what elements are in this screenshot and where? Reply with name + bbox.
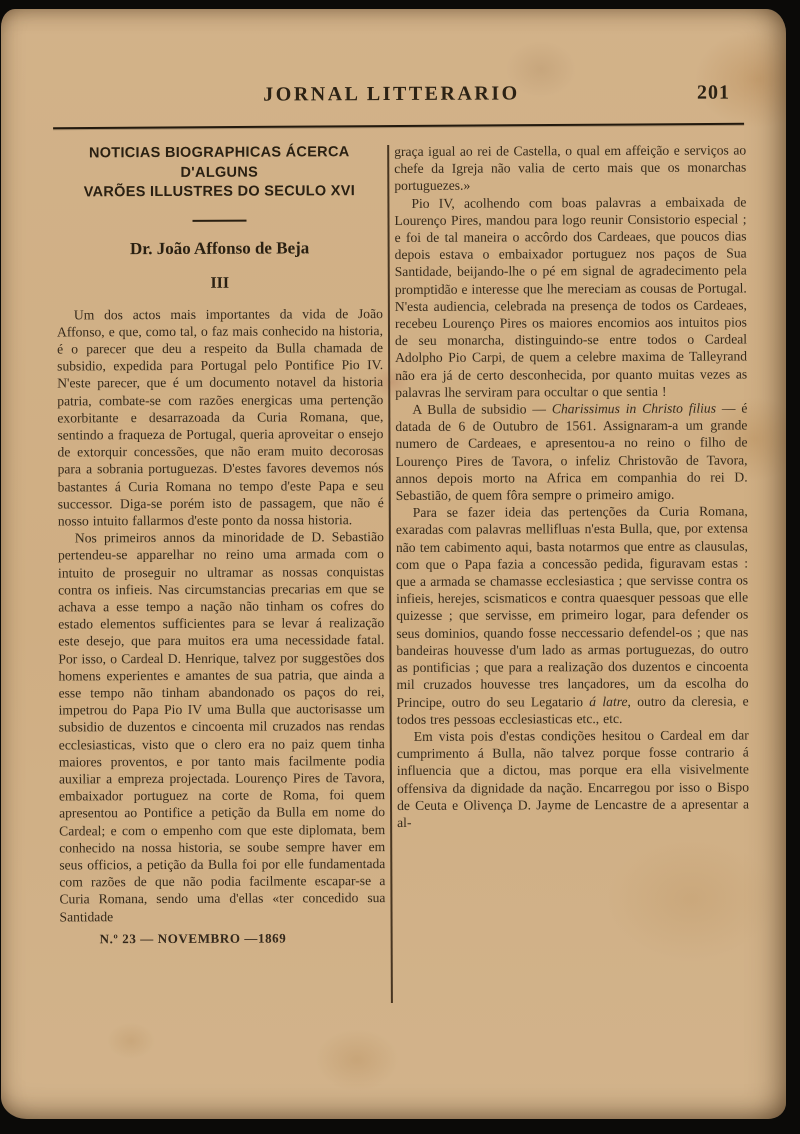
paragraph: A Bulla de subsidio — Charissimus in Christo filius — é datada de 6 de Outubro de 1561. Assignaram-a um grande numero de Cardeaes, e apresentou-a no reino o filho de Lourenço Pires de Tavora, o infeliz Christovão de Tavora, annos depois morto na Africa em companhia do rei D. Sebastião, de quem fôra sempre o primeiro amigo. [395, 400, 748, 504]
section-title-line2: VARÕES ILLUSTRES DO SECULO XVI [83, 183, 356, 201]
header-rule [53, 123, 744, 129]
section-title [56, 143, 382, 203]
page-number: 201 [696, 81, 730, 104]
column-divider-rule [387, 145, 393, 1003]
paragraph: graça igual ao rei de Castella, o qual em affeição e serviços ao chefe da Igreja não valia de certo mais que os monarchas portuguezes.» [394, 142, 747, 194]
right-column-text [394, 141, 749, 831]
left-column [56, 143, 385, 947]
article-columns [56, 141, 750, 1004]
chapter-numeral: III [210, 274, 230, 292]
page-content [0, 7, 788, 1120]
issue-footer: N.º 23 — NOVEMBRO —1869 [99, 930, 287, 947]
paragraph: Nos primeiros annos da minoridade de D. Sebastião pertendeu-se apparelhar no reino uma armada com o intuito de proseguir no ultramar as nossas conquistas contra os infieis. Nas circumstancias precarias em que se achava a esse tempo a nação não tinham os cofres do estado elementos sufficientes para se levar á realização este desejo, que para muitos era uma necessidade fatal. Por isso, o Cardeal D. Henrique, talvez por suggestões dos homens experientes e amantes de sua patria, que ainda a esse tempo não tinham abandonado os paços do rei, impetrou do Papa Pio IV uma Bulla que auctorisasse um subsidio de duzentos e cincoenta mil cruzados nas rendas ecclesiasticas, visto que o clero era no paiz quem tinha maiores proventos, e por tanto mais facilmente podia auxiliar a empreza projectada. Lourenço Pires de Tavora, embaixador portuguez na corte de Roma, foi quem apresentou ao Pontifice a petição da Bulla em nome do Cardeal; e com o empenho com que este diplomata, bem conhecido na nossa historia, se soube sempre haver em seus officios, a petição da Bulla foi por elle fundamentada com razões de que não podia facilmente escapar-se a Curia Romana, sendo uma d'ellas «ter concedido sua Santidade [57, 529, 386, 925]
title-divider-rule [192, 219, 246, 221]
paragraph: Um dos actos mais importantes da vida de João Affonso, e que, como tal, o faz mais conhecido na historia, é o parecer que deu a respeito da Bulla chamada de subsidio, expedida para Portugal pelo Pontifice Pio IV. N'este parecer, que é um documento notavel da historia patria, combate-se com razões energicas uma pertenção exorbitante e desarrazoada da Curia Romana, que, sentindo a fraqueza de Portugal, queria aproveitar o ensejo de extorquir concessões, que não eram muito decorosas para a sobrania portuguezas. D'estes favores devemos nós bastantes á Curia Romana no tempo d'este Papa e seu successor. Diga-se porém isto de passagem, que não é nosso intuito fallarmos d'este ponto da nossa historia. [56, 305, 384, 529]
journal-header [0, 81, 784, 112]
article-title: Dr. João Affonso de Beja [129, 237, 310, 258]
section-title-line1: NOTICIAS BIOGRAPHICAS ÁCERCA D'ALGUNS [88, 144, 350, 181]
left-column-text [57, 305, 386, 926]
paragraph: Em vista pois d'estas condições hesitou o Cardeal em dar cumprimento á Bulla, não talvez porque fosse contrario á influencia que a dictou, mas porque era ella visivelmente offensiva da dignidade da nação. Encarregou por isso o Bispo de Ceuta e Olivença D. Jayme de Lencastre de a apresentar a al- [396, 727, 750, 830]
right-column [394, 141, 749, 831]
paragraph: Para se fazer ideia das pertenções da Curia Romana, exaradas com palavras mellifluas n'esta Bulla, que, por extensa não tem cabimento aqui, basta notarmos que entre as clausulas, com que o Papa fazia a concessão pedida, figuravam estas : que a armada se chamasse ecclesiastica ; que servisse contra os infieis, herejes, scismaticos e contra quaesquer pessoas que elle quizesse ; que servisse, em primeiro logar, para defender os seus dominios, quando fosse neccessario defendel-os ; que nas bandeiras houvesse d'um lado as armas portuguezas, do outro as pontificias ; que para a realização dos duzentos e cincoenta mil cruzados houvesse tres lançadores, um da escolha do Principe, outro do seu Legatario á latre, outro da cleresia, e todos tres pessoas ecclesiasticas etc., etc. [395, 503, 749, 727]
journal-title: JORNAL LITTERARIO [263, 82, 520, 106]
paper-page [1, 9, 786, 1119]
paragraph: Pio IV, acolhendo com boas palavras a embaixada de Lourenço Pires, mandou para logo reunir Consistorio especial ; e foi de tal maneira o accôrdo dos Cardeaes, que poucos dias depois estava o embaixador portuguez nos paços de Sua Santidade, beijando-lhe o pé em signal de agradecimento pela promptidão e interesse que lhe mereciam as cousas de Portugal. N'esta audiencia, celebrada na presença de todos os Cardeaes, recebeu Lourenço Pires os maiores encomios aos intuitos pios de seu monarcha, distinguindo-se entre todos o Cardeal Adolpho Pio Carpi, de quem a celebre maxima de Talleyrand não era já de certo desconhecida, por quanto muitas vezes as palavras lhe serviram para occultar o que sentia ! [394, 194, 748, 400]
